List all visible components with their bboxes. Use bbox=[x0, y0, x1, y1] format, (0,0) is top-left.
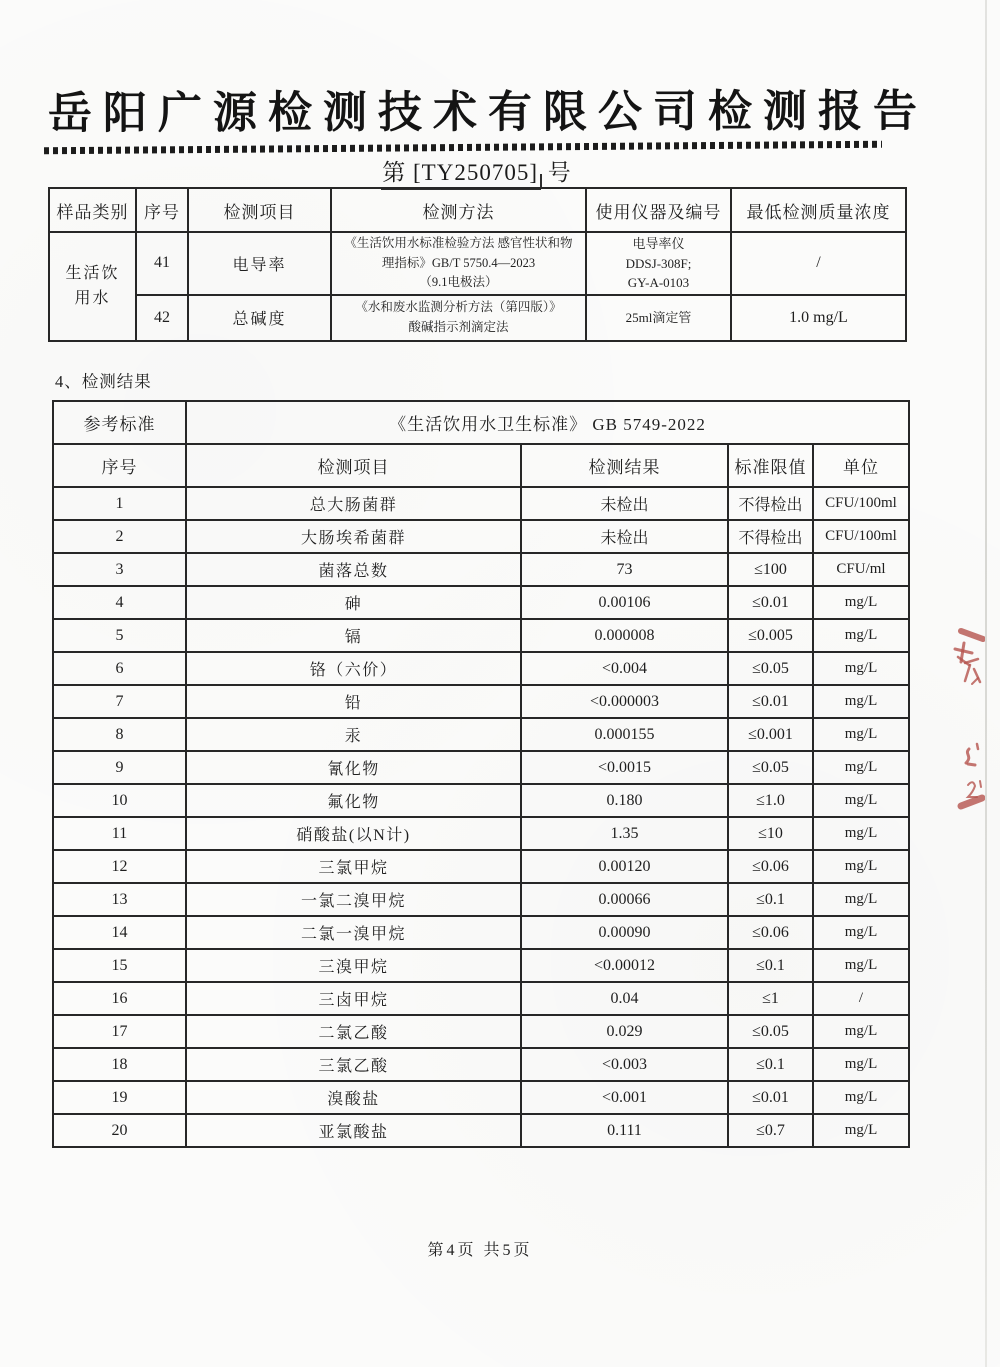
row-no: 2 bbox=[53, 520, 186, 553]
result-value: 0.00120 bbox=[521, 850, 728, 883]
item-name: 砷 bbox=[186, 586, 521, 619]
row-no: 4 bbox=[53, 586, 186, 619]
row-no: 11 bbox=[53, 817, 186, 850]
unit-value: mg/L bbox=[813, 586, 909, 619]
row-no: 1 bbox=[53, 487, 186, 520]
col-header-seq-no: 序号 bbox=[53, 444, 186, 487]
min-concentration: 1.0 mg/L bbox=[731, 295, 906, 341]
limit-value: ≤10 bbox=[728, 817, 813, 850]
row-no: 5 bbox=[53, 619, 186, 652]
report-title: 岳阳广源检测技术有限公司检测报告 bbox=[47, 86, 929, 139]
result-value: 0.111 bbox=[521, 1114, 728, 1147]
result-value: 未检出 bbox=[521, 520, 728, 553]
instrument-line: GY-A-0103 bbox=[627, 275, 690, 290]
result-value: 0.180 bbox=[521, 784, 728, 817]
item-name: 镉 bbox=[186, 619, 521, 652]
result-value: <0.0015 bbox=[521, 751, 728, 784]
table-row bbox=[53, 751, 909, 784]
instrument-cell bbox=[586, 295, 731, 341]
unit-value: mg/L bbox=[813, 619, 909, 652]
table-row bbox=[53, 1015, 909, 1048]
min-concentration: / bbox=[731, 232, 906, 295]
result-value: 0.029 bbox=[521, 1015, 728, 1048]
unit-value: CFU/100ml bbox=[813, 487, 909, 520]
table-row bbox=[53, 586, 909, 619]
limit-value: ≤0.05 bbox=[728, 1015, 813, 1048]
table-row bbox=[53, 850, 909, 883]
col-header-test-method: 检测方法 bbox=[331, 188, 586, 232]
unit-value: mg/L bbox=[813, 916, 909, 949]
result-value: 0.04 bbox=[521, 982, 728, 1015]
result-table-body bbox=[53, 487, 909, 1147]
table-row bbox=[53, 883, 909, 916]
col-header-limit: 标准限值 bbox=[728, 444, 813, 487]
item-name: 三氯乙酸 bbox=[186, 1048, 521, 1081]
row-no: 19 bbox=[53, 1081, 186, 1114]
row-no: 16 bbox=[53, 982, 186, 1015]
item-name: 三氯甲烷 bbox=[186, 850, 521, 883]
unit-value: mg/L bbox=[813, 1015, 909, 1048]
table-row bbox=[53, 553, 909, 586]
instrument-line: 电导率仪 bbox=[632, 236, 685, 251]
result-value: 0.000008 bbox=[521, 619, 728, 652]
unit-value: mg/L bbox=[813, 949, 909, 982]
limit-value: ≤0.1 bbox=[728, 1048, 813, 1081]
limit-value: ≤0.06 bbox=[728, 850, 813, 883]
table-row bbox=[53, 718, 909, 751]
col-header-sample-type: 样品类别 bbox=[49, 188, 136, 232]
limit-value: 不得检出 bbox=[728, 487, 813, 520]
table-row bbox=[53, 520, 909, 553]
unit-value: mg/L bbox=[813, 817, 909, 850]
unit-value: mg/L bbox=[813, 718, 909, 751]
limit-value: ≤0.005 bbox=[728, 619, 813, 652]
result-value: <0.003 bbox=[521, 1048, 728, 1081]
result-value: 73 bbox=[521, 553, 728, 586]
col-header-unit: 单位 bbox=[813, 444, 909, 487]
unit-value: mg/L bbox=[813, 883, 909, 916]
table-row bbox=[49, 232, 906, 295]
method-line: （9.1电极法） bbox=[419, 274, 498, 289]
row-no: 42 bbox=[136, 295, 188, 341]
item-name: 亚氯酸盐 bbox=[186, 1114, 521, 1147]
row-no: 8 bbox=[53, 718, 186, 751]
item-name: 菌落总数 bbox=[186, 553, 521, 586]
row-no: 14 bbox=[53, 916, 186, 949]
item-name: 三卤甲烷 bbox=[186, 982, 521, 1015]
item-name: 溴酸盐 bbox=[186, 1081, 521, 1114]
item-name: 氰化物 bbox=[186, 751, 521, 784]
instrument-cell bbox=[586, 232, 731, 295]
method-line: 《水和废水监测分析方法（第四版）》 bbox=[355, 300, 562, 315]
item-name: 大肠埃希菌群 bbox=[186, 520, 521, 553]
table-row bbox=[53, 949, 909, 982]
reference-standard-value: 《生活饮用水卫生标准》 GB 5749-2022 bbox=[186, 401, 909, 444]
item-name: 氟化物 bbox=[186, 784, 521, 817]
unit-value: mg/L bbox=[813, 1081, 909, 1114]
dotted-divider bbox=[44, 141, 882, 155]
method-table bbox=[48, 187, 907, 342]
unit-value: / bbox=[813, 982, 909, 1015]
item-name: 汞 bbox=[186, 718, 521, 751]
unit-value: CFU/ml bbox=[813, 553, 909, 586]
limit-value: ≤0.05 bbox=[728, 751, 813, 784]
row-no: 18 bbox=[53, 1048, 186, 1081]
row-no: 20 bbox=[53, 1114, 186, 1147]
result-value: <0.001 bbox=[521, 1081, 728, 1114]
row-no: 9 bbox=[53, 751, 186, 784]
limit-value: ≤0.01 bbox=[728, 586, 813, 619]
row-no: 6 bbox=[53, 652, 186, 685]
table-row bbox=[53, 784, 909, 817]
col-header-instrument: 使用仪器及编号 bbox=[586, 188, 731, 232]
report-number-line bbox=[48, 154, 905, 190]
result-value: 0.00106 bbox=[521, 586, 728, 619]
table-row bbox=[53, 1048, 909, 1081]
limit-value: ≤0.7 bbox=[728, 1114, 813, 1147]
row-no: 7 bbox=[53, 685, 186, 718]
unit-value: mg/L bbox=[813, 850, 909, 883]
unit-value: mg/L bbox=[813, 751, 909, 784]
method-cell bbox=[331, 295, 586, 341]
item-name: 总大肠菌群 bbox=[186, 487, 521, 520]
result-table bbox=[52, 400, 910, 1148]
table-row bbox=[53, 652, 909, 685]
table-row bbox=[53, 685, 909, 718]
result-table-header-row bbox=[53, 444, 909, 487]
item-name: 总碱度 bbox=[188, 295, 331, 341]
result-value: 1.35 bbox=[521, 817, 728, 850]
page-number-footer: 第4页 共5页 bbox=[427, 1242, 533, 1259]
scan-page-edge bbox=[985, 0, 987, 1367]
table-row bbox=[53, 619, 909, 652]
report-number-box bbox=[381, 154, 541, 190]
col-header-test-result: 检测结果 bbox=[521, 444, 728, 487]
reference-standard-label: 参考标准 bbox=[53, 401, 186, 444]
method-table-header-row bbox=[49, 188, 906, 232]
method-cell bbox=[331, 232, 586, 295]
table-row bbox=[53, 487, 909, 520]
item-name: 铅 bbox=[186, 685, 521, 718]
result-value: <0.00012 bbox=[521, 949, 728, 982]
result-value: <0.004 bbox=[521, 652, 728, 685]
table-row bbox=[53, 916, 909, 949]
limit-value: ≤0.001 bbox=[728, 718, 813, 751]
result-value: 0.00066 bbox=[521, 883, 728, 916]
row-no: 13 bbox=[53, 883, 186, 916]
report-number-suffix: 号 bbox=[547, 160, 572, 185]
item-name: 二氯乙酸 bbox=[186, 1015, 521, 1048]
col-header-seq-no: 序号 bbox=[136, 188, 188, 232]
row-no: 15 bbox=[53, 949, 186, 982]
result-value: <0.000003 bbox=[521, 685, 728, 718]
table-row bbox=[53, 1114, 909, 1147]
item-name: 铬（六价） bbox=[186, 652, 521, 685]
unit-value: mg/L bbox=[813, 652, 909, 685]
limit-value: ≤1.0 bbox=[728, 784, 813, 817]
reference-standard-row bbox=[53, 401, 909, 444]
unit-value: mg/L bbox=[813, 784, 909, 817]
result-value: 未检出 bbox=[521, 487, 728, 520]
instrument-line: DDSJ-308F; bbox=[625, 255, 692, 271]
item-name: 二氯一溴甲烷 bbox=[186, 916, 521, 949]
limit-value: ≤0.1 bbox=[728, 949, 813, 982]
unit-value: mg/L bbox=[813, 1114, 909, 1147]
table-row bbox=[53, 817, 909, 850]
col-header-test-item: 检测项目 bbox=[188, 188, 331, 232]
item-name: 一氯二溴甲烷 bbox=[186, 883, 521, 916]
limit-value: ≤0.06 bbox=[728, 916, 813, 949]
section-4-label: 4、检测结果 bbox=[55, 372, 152, 391]
table-row bbox=[49, 295, 906, 341]
method-line: 酸碱指示剂滴定法 bbox=[408, 319, 509, 334]
row-no: 17 bbox=[53, 1015, 186, 1048]
limit-value: ≤0.01 bbox=[728, 685, 813, 718]
result-value: 0.000155 bbox=[521, 718, 728, 751]
col-header-test-item: 检测项目 bbox=[186, 444, 521, 487]
report-number: [TY250705] bbox=[413, 160, 538, 185]
limit-value: 不得检出 bbox=[728, 520, 813, 553]
item-name: 硝酸盐(以N计) bbox=[186, 817, 521, 850]
col-header-min-concentration: 最低检测质量浓度 bbox=[731, 188, 906, 232]
limit-value: ≤0.01 bbox=[728, 1081, 813, 1114]
instrument-line: 25ml滴定管 bbox=[625, 309, 692, 325]
row-no: 41 bbox=[136, 232, 188, 295]
limit-value: ≤1 bbox=[728, 982, 813, 1015]
table-row bbox=[53, 982, 909, 1015]
item-name: 三溴甲烷 bbox=[186, 949, 521, 982]
unit-value: mg/L bbox=[813, 685, 909, 718]
row-no: 3 bbox=[53, 553, 186, 586]
report-number-prefix: 第 bbox=[382, 160, 407, 185]
item-name: 电导率 bbox=[188, 232, 331, 295]
limit-value: ≤0.1 bbox=[728, 883, 813, 916]
table-row bbox=[53, 1081, 909, 1114]
limit-value: ≤0.05 bbox=[728, 652, 813, 685]
method-line: 《生活饮用水标准检验方法 感官性状和物 bbox=[344, 236, 573, 251]
unit-value: CFU/100ml bbox=[813, 520, 909, 553]
limit-value: ≤100 bbox=[728, 553, 813, 586]
unit-value: mg/L bbox=[813, 1048, 909, 1081]
result-value: 0.00090 bbox=[521, 916, 728, 949]
red-stamp-marks bbox=[928, 618, 988, 828]
sample-type-cell: 生活饮用水 bbox=[49, 232, 136, 341]
row-no: 10 bbox=[53, 784, 186, 817]
row-no: 12 bbox=[53, 850, 186, 883]
method-line: 理指标》GB/T 5750.4—2023 bbox=[381, 255, 536, 270]
